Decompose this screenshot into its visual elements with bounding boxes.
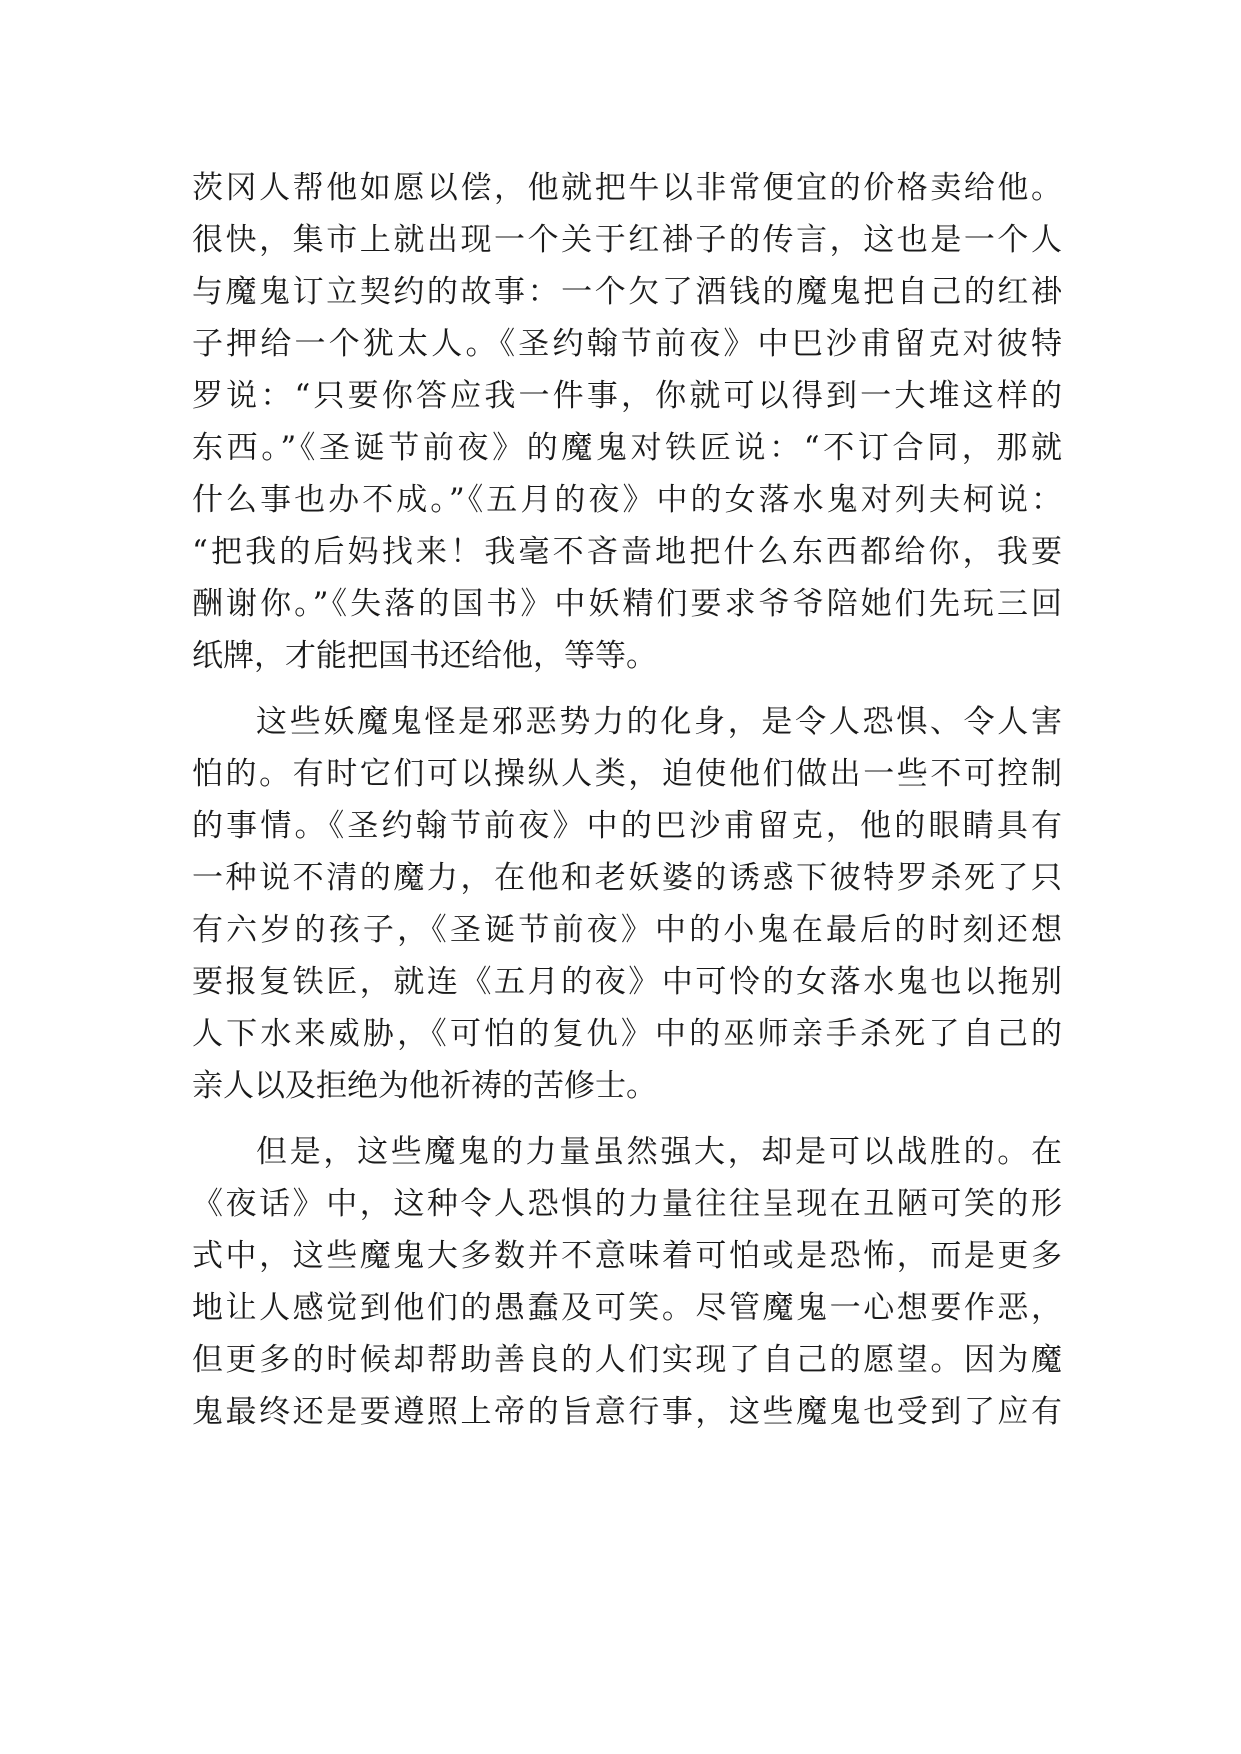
text-line: 东西。”《圣诞节前夜》的魔鬼对铁匠说：“不订合同，那就 (192, 430, 1062, 466)
text-line: 式中，这些魔鬼大多数并不意味着可怕或是恐怖，而是更多 (192, 1238, 1062, 1274)
text-line: 要报复铁匠，就连《五月的夜》中可怜的女落水鬼也以拖别 (192, 964, 1062, 1000)
paragraph-spacing (192, 682, 1062, 696)
text-line: 地让人感觉到他们的愚蠢及可笑。尽管魔鬼一心想要作恶， (192, 1290, 1062, 1326)
text-line: 《夜话》中，这种令人恐惧的力量往往呈现在丑陋可笑的形 (192, 1186, 1062, 1222)
text-line: 鬼最终还是要遵照上帝的旨意行事，这些魔鬼也受到了应有 (192, 1394, 1062, 1430)
text-line: 怕的。有时它们可以操纵人类，迫使他们做出一些不可控制 (192, 756, 1062, 792)
text-line: 但是，这些魔鬼的力量虽然强大，却是可以战胜的。在 (256, 1134, 1062, 1170)
text-line: 这些妖魔鬼怪是邪恶势力的化身，是令人恐惧、令人害 (256, 704, 1062, 740)
text-line: 很快，集市上就出现一个关于红褂子的传言，这也是一个人 (192, 222, 1062, 258)
paragraph-2 (192, 696, 1062, 1112)
text-line: 但更多的时候却帮助善良的人们实现了自己的愿望。因为魔 (192, 1342, 1062, 1378)
text-line: 子押给一个犹太人。《圣约翰节前夜》中巴沙甫留克对彼特 (192, 326, 1062, 362)
text-line: 纸牌，才能把国书还给他，等等。 (192, 638, 657, 674)
text-line: 什么事也办不成。”《五月的夜》中的女落水鬼对列夫柯说： (192, 482, 1062, 518)
paragraph-spacing (192, 1112, 1062, 1126)
text-line: 酬谢你。”《失落的国书》中妖精们要求爷爷陪她们先玩三回 (192, 586, 1062, 622)
text-line: 茨冈人帮他如愿以偿，他就把牛以非常便宜的价格卖给他。 (192, 170, 1062, 206)
text-line: 有六岁的孩子，《圣诞节前夜》中的小鬼在最后的时刻还想 (192, 912, 1062, 948)
text-line: 亲人以及拒绝为他祈祷的苦修士。 (192, 1068, 657, 1104)
text-line: 人下水来威胁，《可怕的复仇》中的巫师亲手杀死了自己的 (192, 1016, 1062, 1052)
text-line: 一种说不清的魔力，在他和老妖婆的诱惑下彼特罗杀死了只 (192, 860, 1062, 896)
text-line: 的事情。《圣约翰节前夜》中的巴沙甫留克，他的眼睛具有 (192, 808, 1062, 844)
text-line: “把我的后妈找来！我毫不吝啬地把什么东西都给你，我要 (192, 534, 1062, 570)
paragraph-1 (192, 162, 1062, 682)
paragraph-3 (192, 1126, 1062, 1438)
document-page (192, 162, 1062, 1438)
text-line: 与魔鬼订立契约的故事：一个欠了酒钱的魔鬼把自己的红褂 (192, 274, 1062, 310)
text-line: 罗说：“只要你答应我一件事，你就可以得到一大堆这样的 (192, 378, 1062, 414)
